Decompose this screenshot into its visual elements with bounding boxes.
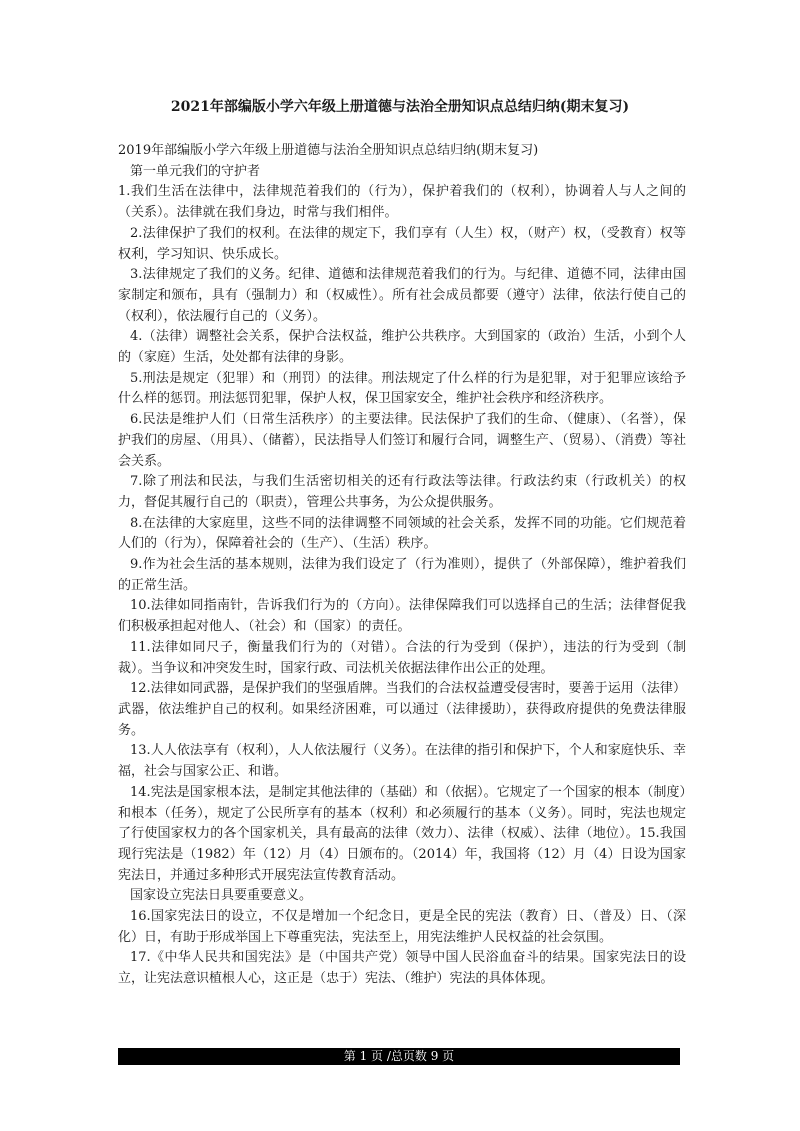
document-body	[118, 141, 686, 990]
paragraph: 10.法律如同指南针，告诉我们行为的（方向）。法律保障我们可以选择自己的生活；法律督促我们积极承担起对他人、（社会）和（国家）的责任。	[118, 598, 686, 635]
paragraph: 6.民法是维护人们（日常生活秩序）的主要法律。民法保护了我们的生命、（健康）、（名誉），保护我们的房屋、（用具）、（储蓄），民法指导人们签订和履行合同，调整生产、（贸易）、（消费）等社会关系。	[118, 412, 686, 469]
paragraph: 11.法律如同尺子，衡量我们行为的（对错）。合法的行为受到（保护），违法的行为受到（制裁）。当争议和冲突发生时，国家行政、司法机关依据法律作出公正的处理。	[118, 639, 686, 676]
page-title: 2021年部编版小学六年级上册道德与法治全册知识点总结归纳(期末复习)	[170, 99, 630, 115]
paragraph: 3.法律规定了我们的义务。纪律、道德和法律规范着我们的行为。与纪律、道德不同，法律由国家制定和颁布，具有（强制力）和（权威性）。所有社会成员都要（遵守）法律，依法行使自己的（权利），依法履行自己的（义务）。	[118, 267, 686, 324]
paragraph: 1.我们生活在法律中，法律规范着我们的（行为），保护着我们的（权利），协调着人与人之间的（关系）。法律就在我们身边，时常与我们相伴。	[118, 184, 686, 221]
page-footer: 第 1 页 /总页数 9 页	[118, 1048, 680, 1065]
paragraph: 14.宪法是国家根本法，是制定其他法律的（基础）和（依据）。它规定了一个国家的根本（制度）和根本（任务），规定了公民所享有的基本（权利）和必须履行的基本（义务）。同时，宪法也规定了行使国家权力的各个国家机关，具有最高的法律（效力）、法律（权威）、法律（地位）。15.我国现行宪法是（1982）年（12）月（4）日颁布的。（2014）年，我国将（12）月（4）日设为国家宪法日，并通过多种形式开展宪法宣传教育活动。	[118, 784, 686, 883]
paragraph: 2.法律保护了我们的权利。在法律的规定下，我们享有（人生）权，（财产）权，（受教育）权等权利，学习知识、快乐成长。	[118, 225, 686, 262]
paragraph: 7.除了刑法和民法，与我们生活密切相关的还有行政法等法律。行政法约束（行政机关）的权力，督促其履行自己的（职责），管理公共事务，为公众提供服务。	[118, 474, 686, 510]
paragraph: 9.作为社会生活的基本规则，法律为我们设定了（行为准则），提供了（外部保障），维护着我们的正常生活。	[118, 557, 686, 593]
paragraph: 国家设立宪法日具要重要意义。	[130, 888, 313, 904]
doc-heading: 2019年部编版小学六年级上册道德与法治全册知识点总结归纳(期末复习)	[118, 143, 539, 158]
paragraph: 4.（法律）调整社会关系，保护合法权益，维护公共秩序。大到国家的（政治）生活，小到个人的（家庭）生活，处处都有法律的身影。	[118, 329, 686, 366]
paragraph: 13.人人依法享有（权利），人人依法履行（义务）。在法律的指引和保护下，个人和家庭快乐、幸福，社会与国家公正、和谐。	[118, 743, 686, 780]
paragraph: 8.在法律的大家庭里，这些不同的法律调整不同领域的社会关系，发挥不同的功能。它们规范着人们的（行为），保障着社会的（生产）、（生活）秩序。	[118, 515, 686, 552]
paragraph: 16.国家宪法日的设立，不仅是增加一个纪念日，更是全民的宪法（教育）日、（普及）日、（深化）日，有助于形成举国上下尊重宪法，宪法至上，用宪法维护人民权益的社会氛围。	[118, 909, 686, 945]
paragraph: 12.法律如同武器，是保护我们的坚强盾牌。当我们的合法权益遭受侵害时，要善于运用（法律）武器，依法维护自己的权利。如果经济困难，可以通过（法律援助），获得政府提供的免费法律服务。	[118, 681, 686, 738]
unit-title: 第一单元我们的守护者	[130, 163, 261, 179]
paragraph: 5.刑法是规定（犯罪）和（刑罚）的法律。刑法规定了什么样的行为是犯罪，对于犯罪应该给予什么样的惩罚。刑法惩罚犯罪，保护人权，保卫国家安全，维护社会秩序和经济秩序。	[118, 370, 686, 407]
paragraph: 17.《中华人民共和国宪法》是（中国共产党）领导中国人民浴血奋斗的结果。国家宪法日的设立，让宪法意识植根人心，这正是（忠于）宪法、（维护）宪法的具体体现。	[118, 950, 686, 987]
